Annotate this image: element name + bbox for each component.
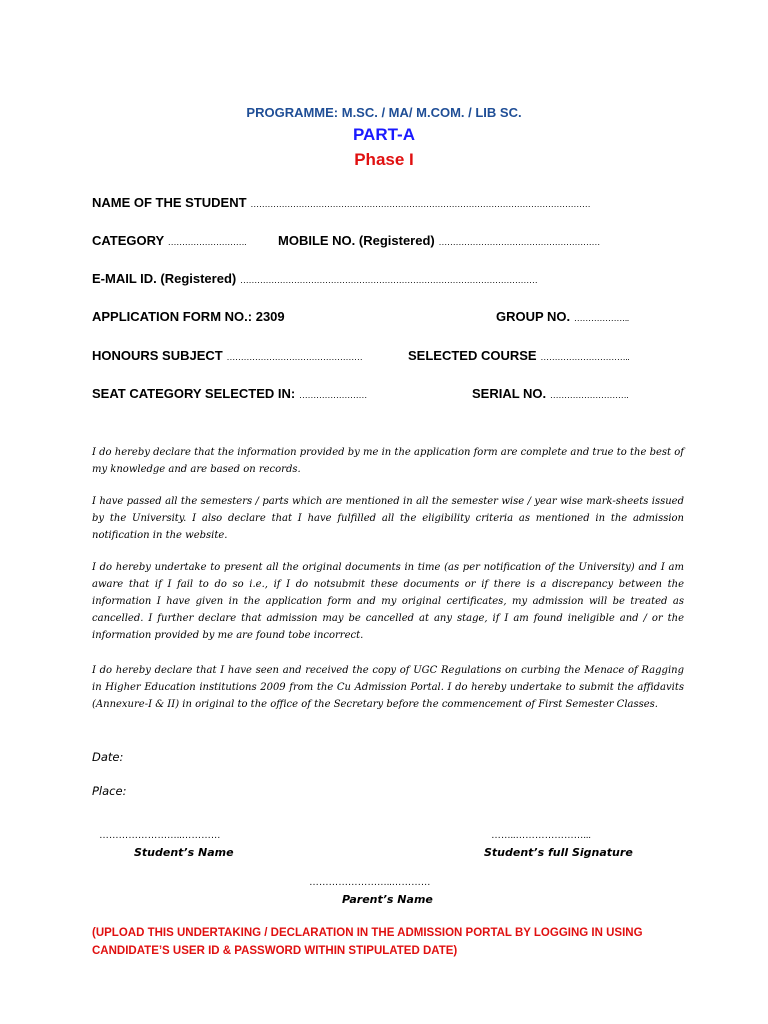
- course-label: SELECTED COURSE: [408, 348, 537, 363]
- category-row: [92, 233, 246, 248]
- mobile-label: MOBILE NO. (Registered): [278, 233, 435, 248]
- name-label: NAME OF THE STUDENT: [92, 195, 247, 210]
- group-dots: ………………..: [573, 313, 629, 323]
- parent-name-line: ……………………..…………: [309, 877, 431, 888]
- mobile-dots: …………………………………………………: [438, 237, 600, 247]
- declaration-paragraph: I have passed all the semesters / parts which are mentioned in all the semester wise / year wise mark-sheets issued by the University. I also declare that I have fulfilled all the eligibility criteria as mentioned in the admission notification in the website.: [92, 496, 684, 541]
- course-dots: …………………………..: [540, 352, 630, 362]
- category-label: CATEGORY: [92, 233, 164, 248]
- part-heading: PART-A: [352, 125, 415, 144]
- name-dots: …………………………………………………………………………………………………………: [250, 199, 591, 209]
- place-label: Place:: [92, 784, 127, 798]
- name-row: [92, 195, 590, 210]
- course-row: [408, 348, 629, 363]
- serial-label: SERIAL NO.: [472, 386, 547, 401]
- application-form-label: APPLICATION FORM NO.:: [92, 309, 253, 324]
- seat-category-label: SEAT CATEGORY SELECTED IN:: [92, 386, 296, 401]
- programme-heading: PROGRAMME: M.SC. / MA/ M.COM. / LIB SC.: [246, 105, 522, 120]
- category-dots: ……………………….: [167, 237, 247, 247]
- honours-label: HONOURS SUBJECT: [92, 348, 223, 363]
- honours-row: [92, 348, 362, 363]
- student-name-label: Student’s Name: [134, 846, 234, 859]
- student-name-line: ……………………..…………: [99, 830, 221, 841]
- seat-category-row: [92, 386, 367, 401]
- group-row: [496, 309, 629, 324]
- parent-name-label: Parent’s Name: [342, 893, 433, 906]
- email-dots: ……………………………………………………………………………………………: [239, 275, 538, 285]
- seat-category-dots: ……………………: [298, 390, 367, 400]
- group-label: GROUP NO.: [496, 309, 571, 324]
- upload-instruction-note: (UPLOAD THIS UNDERTAKING / DECLARATION IN THE ADMISSION PORTAL BY LOGGING IN USING CANDIDATE’S USER ID & PASSWORD WITHIN STIPULATED DATE): [92, 927, 643, 957]
- declaration-paragraph: I do hereby declare that the information provided by me in the application form are complete and true to the best of my knowledge and are based on records.: [92, 447, 684, 475]
- email-row: [92, 271, 537, 286]
- declaration-paragraph: I do hereby undertake to present all the original documents in time (as per notification of the University) and I am aware that if I fail to do so i.e., if I do notsubmit these documents or if there is a discrepancy between the information I have given in the application form and my original certificates, my admission will be treated as cancelled. I further declare that admission may be cancelled at any stage, if I am found ineligible and / or the information provided by me are found tobe incorrect.: [92, 562, 684, 641]
- serial-dots: ……………………….: [549, 390, 629, 400]
- phase-heading: Phase I: [354, 150, 414, 169]
- declaration-paragraph: I do hereby declare that I have seen and received the copy of UGC Regulations on curbing the Menace of Ragging in Higher Education institutions 2009 from the Cu Admission Portal. I do hereby undertake to submit the affidavits (Annexure-I & II) in original to the office of the Secretary before the commencement of First Semester Classes.: [92, 665, 684, 710]
- mobile-row: [278, 233, 600, 248]
- honours-dots: …………………………………………: [226, 352, 363, 362]
- student-signature-label: Student’s full Signature: [484, 846, 633, 859]
- date-label: Date:: [92, 750, 124, 764]
- email-label: E-MAIL ID. (Registered): [92, 271, 237, 286]
- application-form-number: 2309: [255, 309, 285, 324]
- serial-row: [472, 386, 628, 401]
- student-signature-line: ……..…………………...: [491, 830, 591, 841]
- application-form-row: [92, 309, 285, 324]
